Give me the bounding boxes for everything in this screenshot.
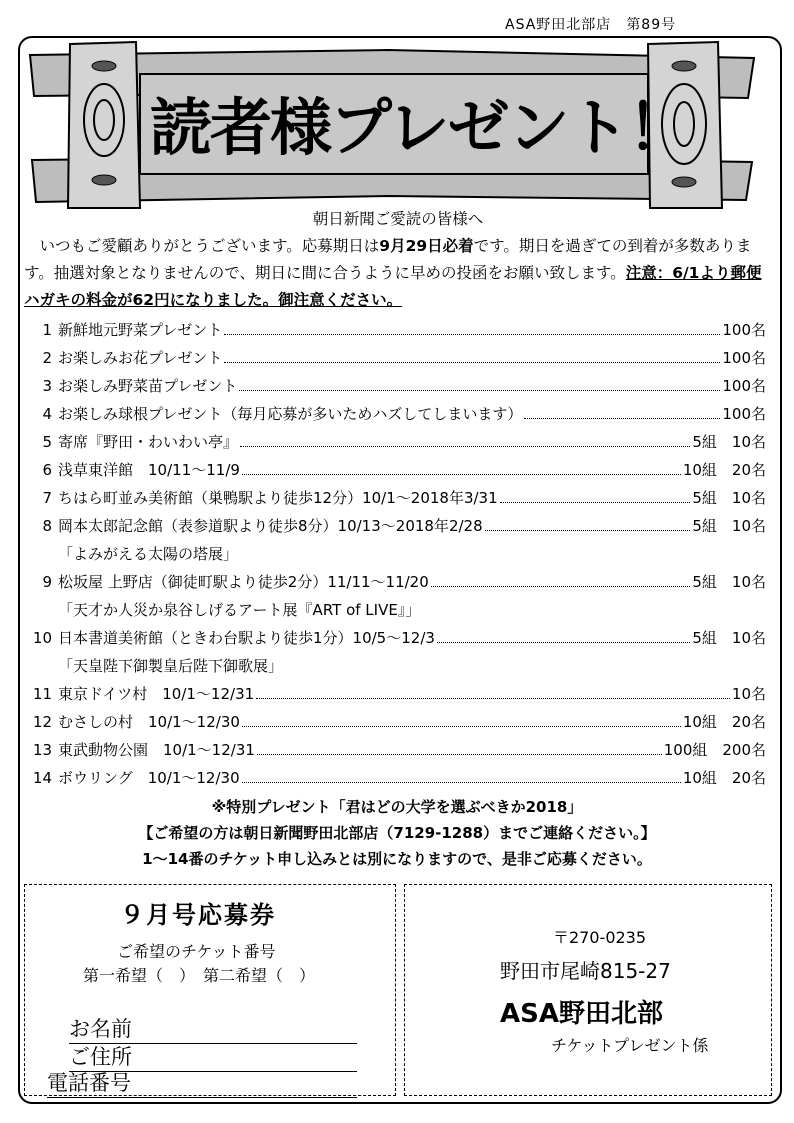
list-item <box>30 316 766 344</box>
shop-name: ASA野田北部 <box>500 999 663 1029</box>
postage-notice: 注意：6/1より郵便ハガキの料金が62円になりました。御注意ください。 <box>24 264 762 309</box>
item-number: 8 <box>42 517 52 535</box>
item-quantity: 5組 10名 <box>692 489 766 507</box>
item-text: お楽しみ球根プレゼント（毎月応募が多いためハズしてしまいます） <box>58 405 523 423</box>
list-item <box>30 512 766 540</box>
phone-field[interactable]: 電話番号 <box>47 1067 357 1098</box>
mailing-address-box <box>404 884 772 1096</box>
item-text: ボウリング 10/1～12/30 <box>58 769 240 787</box>
item-quantity: 5組 10名 <box>692 629 766 647</box>
intro-section <box>24 206 772 314</box>
coupon-title: ９月号応募券 <box>120 901 276 929</box>
mailing-address: 野田市尾崎815-27 <box>500 959 671 983</box>
deadline: 9月29日必着 <box>379 237 474 255</box>
list-item <box>30 484 766 512</box>
item-text: 新鮮地元野菜プレゼント <box>58 321 223 339</box>
list-item <box>30 456 766 484</box>
special-present: ※特別プレゼント「君はどの大学を選ぶべきか2018」 <box>211 798 583 816</box>
dot-leader <box>257 754 662 755</box>
issue-header <box>505 14 676 34</box>
item-quantity: 10組 20名 <box>682 713 766 731</box>
item-quantity: 100名 <box>722 321 766 339</box>
intro-text-1: いつもご愛顧ありがとうございます。応募期日は <box>39 237 380 255</box>
item-number: 3 <box>42 377 52 395</box>
item-text: むさしの村 10/1～12/30 <box>58 713 240 731</box>
item-quantity: 100名 <box>722 377 766 395</box>
item-subtitle: 「天皇陛下御製皇后陛下御歌展」 <box>58 657 284 675</box>
special-note: 1～14番のチケット申し込みとは別になりますので、是非ご応募ください。 <box>142 850 652 868</box>
item-number: 2 <box>42 349 52 367</box>
item-quantity: 5組 10名 <box>692 433 766 451</box>
dot-leader <box>256 698 730 699</box>
item-number: 5 <box>42 433 52 451</box>
intro-text-2: です。期日を過ぎての到着が多数あります。抽選対象となりませんので、期日に間に合うように早めの投函をお願い致します。 <box>24 237 752 282</box>
item-subtitle: 「よみがえる太陽の塔展」 <box>58 545 239 563</box>
item-number: 10 <box>32 629 52 647</box>
dot-leader <box>524 418 720 419</box>
dot-leader <box>242 474 681 475</box>
department: チケットプレゼント係 <box>551 1036 709 1055</box>
item-text: 東武動物公園 10/1～12/31 <box>58 741 255 759</box>
item-number: 9 <box>42 573 52 591</box>
item-text: 岡本太郎記念館（表参道駅より徒歩8分）10/13～2018年2/28 <box>58 517 483 535</box>
dot-leader <box>437 642 690 643</box>
special-contact: 【ご希望の方は朝日新聞野田北部店（7129-1288）までご連絡ください。】 <box>138 824 656 842</box>
list-item <box>30 344 766 372</box>
choice-fields[interactable]: 第一希望（ ） 第二希望（ ） <box>83 966 316 985</box>
issue-number: 第89号 <box>626 17 677 33</box>
item-quantity: 100名 <box>722 405 766 423</box>
ticket-number-label: ご希望のチケット番号 <box>117 942 276 961</box>
coupon-box <box>24 884 396 1096</box>
list-item <box>30 764 766 792</box>
item-number: 14 <box>32 769 52 787</box>
item-quantity: 5組 10名 <box>692 517 766 535</box>
item-number: 4 <box>42 405 52 423</box>
dot-leader <box>224 362 720 363</box>
name-field[interactable]: お名前 <box>69 1013 357 1044</box>
item-quantity: 5組 10名 <box>692 573 766 591</box>
list-item <box>30 400 766 428</box>
greeting: 朝日新聞ご愛読の皆様へ <box>312 210 484 228</box>
item-number: 13 <box>32 741 52 759</box>
item-text: 東京ドイツ村 10/1～12/31 <box>58 685 255 703</box>
list-item <box>30 624 766 652</box>
item-quantity: 10名 <box>731 685 766 703</box>
item-quantity: 10組 20名 <box>682 461 766 479</box>
item-text: 浅草東洋館 10/11～11/9 <box>58 461 240 479</box>
item-number: 6 <box>42 461 52 479</box>
item-text: 松坂屋 上野店（御徒町駅より徒歩2分）11/11～11/20 <box>58 573 429 591</box>
list-item <box>30 708 766 736</box>
dot-leader <box>224 334 720 335</box>
item-quantity: 100組 200名 <box>663 741 766 759</box>
dot-leader <box>239 390 720 391</box>
item-text: ちはら町並み美術館（巣鴨駅より徒歩12分）10/1～2018年3/31 <box>58 489 498 507</box>
dot-leader <box>500 502 691 503</box>
dot-leader <box>242 726 681 727</box>
dot-leader <box>485 530 691 531</box>
item-number: 1 <box>42 321 52 339</box>
dot-leader <box>431 586 691 587</box>
item-text: 日本書道美術館（ときわ台駅より徒歩1分）10/5～12/3 <box>58 629 435 647</box>
item-text: お楽しみ野菜苗プレゼント <box>58 377 238 395</box>
list-item <box>30 372 766 400</box>
item-number: 7 <box>42 489 52 507</box>
item-quantity: 100名 <box>722 349 766 367</box>
address-field[interactable]: ご住所 <box>69 1041 357 1072</box>
item-text: 寄席『野田・わいわい亭』 <box>58 433 239 451</box>
dot-leader <box>240 446 690 447</box>
item-text: お楽しみお花プレゼント <box>58 349 223 367</box>
prize-list <box>30 316 766 792</box>
list-item <box>30 736 766 764</box>
item-number: 12 <box>32 713 52 731</box>
store-name: ASA野田北部店 <box>505 17 612 33</box>
item-subtitle: 「天才か人災か泉谷しげるアート展『ART of LIVE』」 <box>58 601 421 619</box>
banner-title: 読者様プレゼント！ <box>150 91 688 164</box>
list-item <box>30 428 766 456</box>
item-quantity: 10組 20名 <box>682 769 766 787</box>
list-item <box>30 568 766 596</box>
list-item <box>30 680 766 708</box>
item-number: 11 <box>32 685 52 703</box>
dot-leader <box>242 782 681 783</box>
postal-code: 〒270-0235 <box>553 928 647 947</box>
intro-body <box>24 233 772 314</box>
